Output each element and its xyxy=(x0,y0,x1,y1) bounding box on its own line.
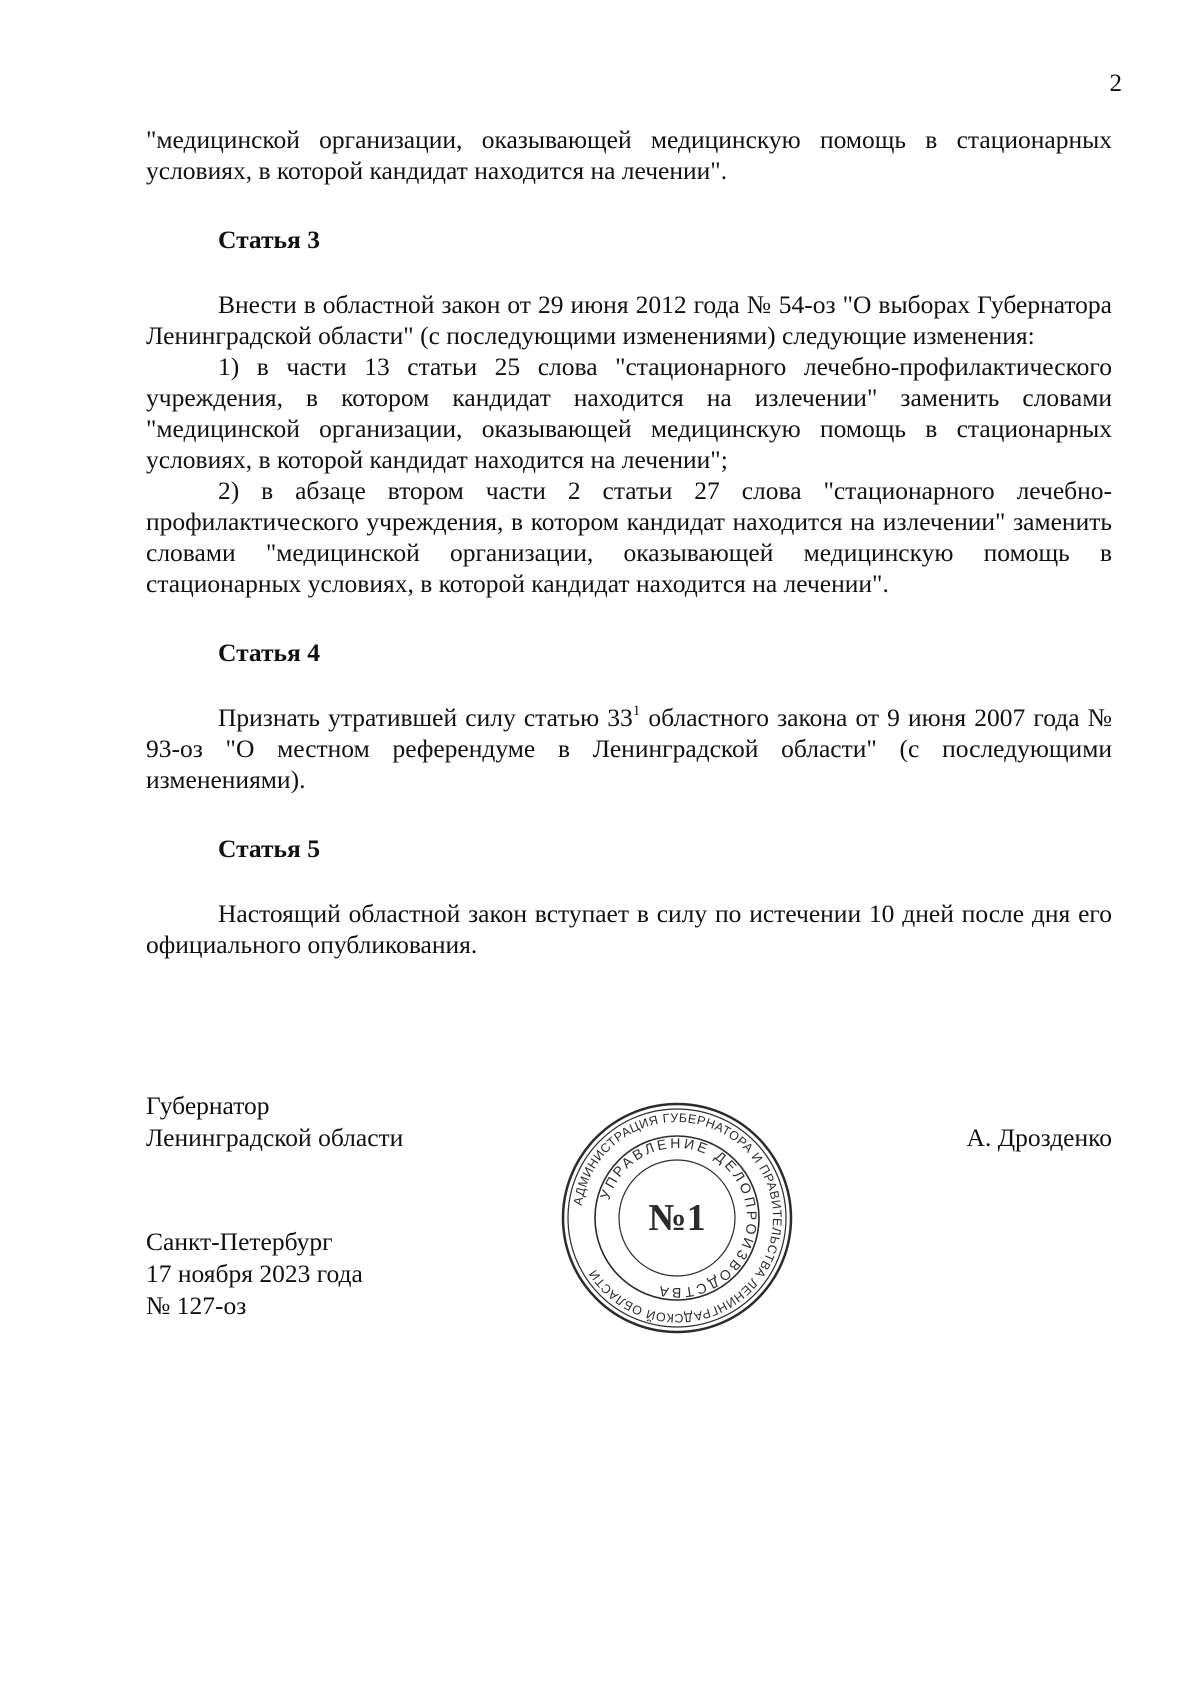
law-number: № 127-оз xyxy=(146,1291,247,1320)
article-5-heading: Статья 5 xyxy=(218,834,320,863)
signatory-title xyxy=(146,1090,403,1154)
svg-text:УПРАВЛЕНИЕ ДЕЛОПРОИЗВОДСТВА: УПРАВЛЕНИЕ ДЕЛОПРОИЗВОДСТВА xyxy=(596,1134,761,1302)
article-4-superscript: 1 xyxy=(632,702,641,719)
place-date-number xyxy=(146,1226,363,1322)
article-3-item-2: 2) в абзаце втором части 2 статьи 27 слова "стационарного лечебно-профилактического учреждения, в котором кандидат находится на излечении" заменить словами "медицинской организации, оказывающей медицинскую помощь в стационарных условиях, в которой кандидат находится на лечении". xyxy=(146,476,1112,598)
article-4-text xyxy=(146,702,1112,795)
intro-paragraph: "медицинской организации, оказывающей медицинскую помощь в стационарных условиях, в которой кандидат находится на лечении". xyxy=(146,125,1112,185)
article-3-item-1: 1) в части 13 статьи 25 слова "стационарного лечебно-профилактического учреждения, в котором кандидат находится на излечении" заменить словами "медицинской организации, оказывающей медицинскую помощь в стационарных условиях, в которой кандидат находится на лечении"; xyxy=(146,352,1112,474)
signatory-name: А. Дрозденко xyxy=(966,1123,1112,1152)
article-5-text: Настоящий областной закон вступает в силу по истечении 10 дней после дня его официального опубликования. xyxy=(146,899,1112,959)
city: Санкт-Петербург xyxy=(146,1227,333,1256)
article-4-text-end: областного закона от 9 июня 2007 года № 93-оз "О местном референдуме в Ленинградской области" (с последующими изменениями). xyxy=(146,703,1112,794)
svg-text:АДМИНИСТРАЦИЯ ГУБЕРНАТОРА И ПР: АДМИНИСТРАЦИЯ ГУБЕРНАТОРА И ПРАВИТЕЛЬСТВА ЛЕНИНГРАДСКОЙ ОБЛАСТИ xyxy=(570,1110,785,1326)
law-date: 17 ноября 2023 года xyxy=(146,1259,363,1288)
page-number: 2 xyxy=(1109,70,1122,97)
article-3-heading: Статья 3 xyxy=(218,225,320,254)
official-stamp xyxy=(557,1098,797,1338)
article-3-intro: Внести в областной закон от 29 июня 2012 года № 54-оз "О выборах Губернатора Ленинградской области" (с последующими изменениями) следующие изменения: xyxy=(146,290,1112,350)
signatory-title-line-1: Губернатор xyxy=(146,1091,270,1120)
svg-text:№1: №1 xyxy=(648,1197,706,1239)
article-4-heading: Статья 4 xyxy=(218,638,320,667)
document-body xyxy=(146,124,1112,960)
article-4-text-start: Признать утратившей силу статью 33 xyxy=(218,703,633,732)
stamp-seal-icon xyxy=(557,1098,797,1338)
signatory-title-line-2: Ленинградской области xyxy=(146,1123,404,1152)
